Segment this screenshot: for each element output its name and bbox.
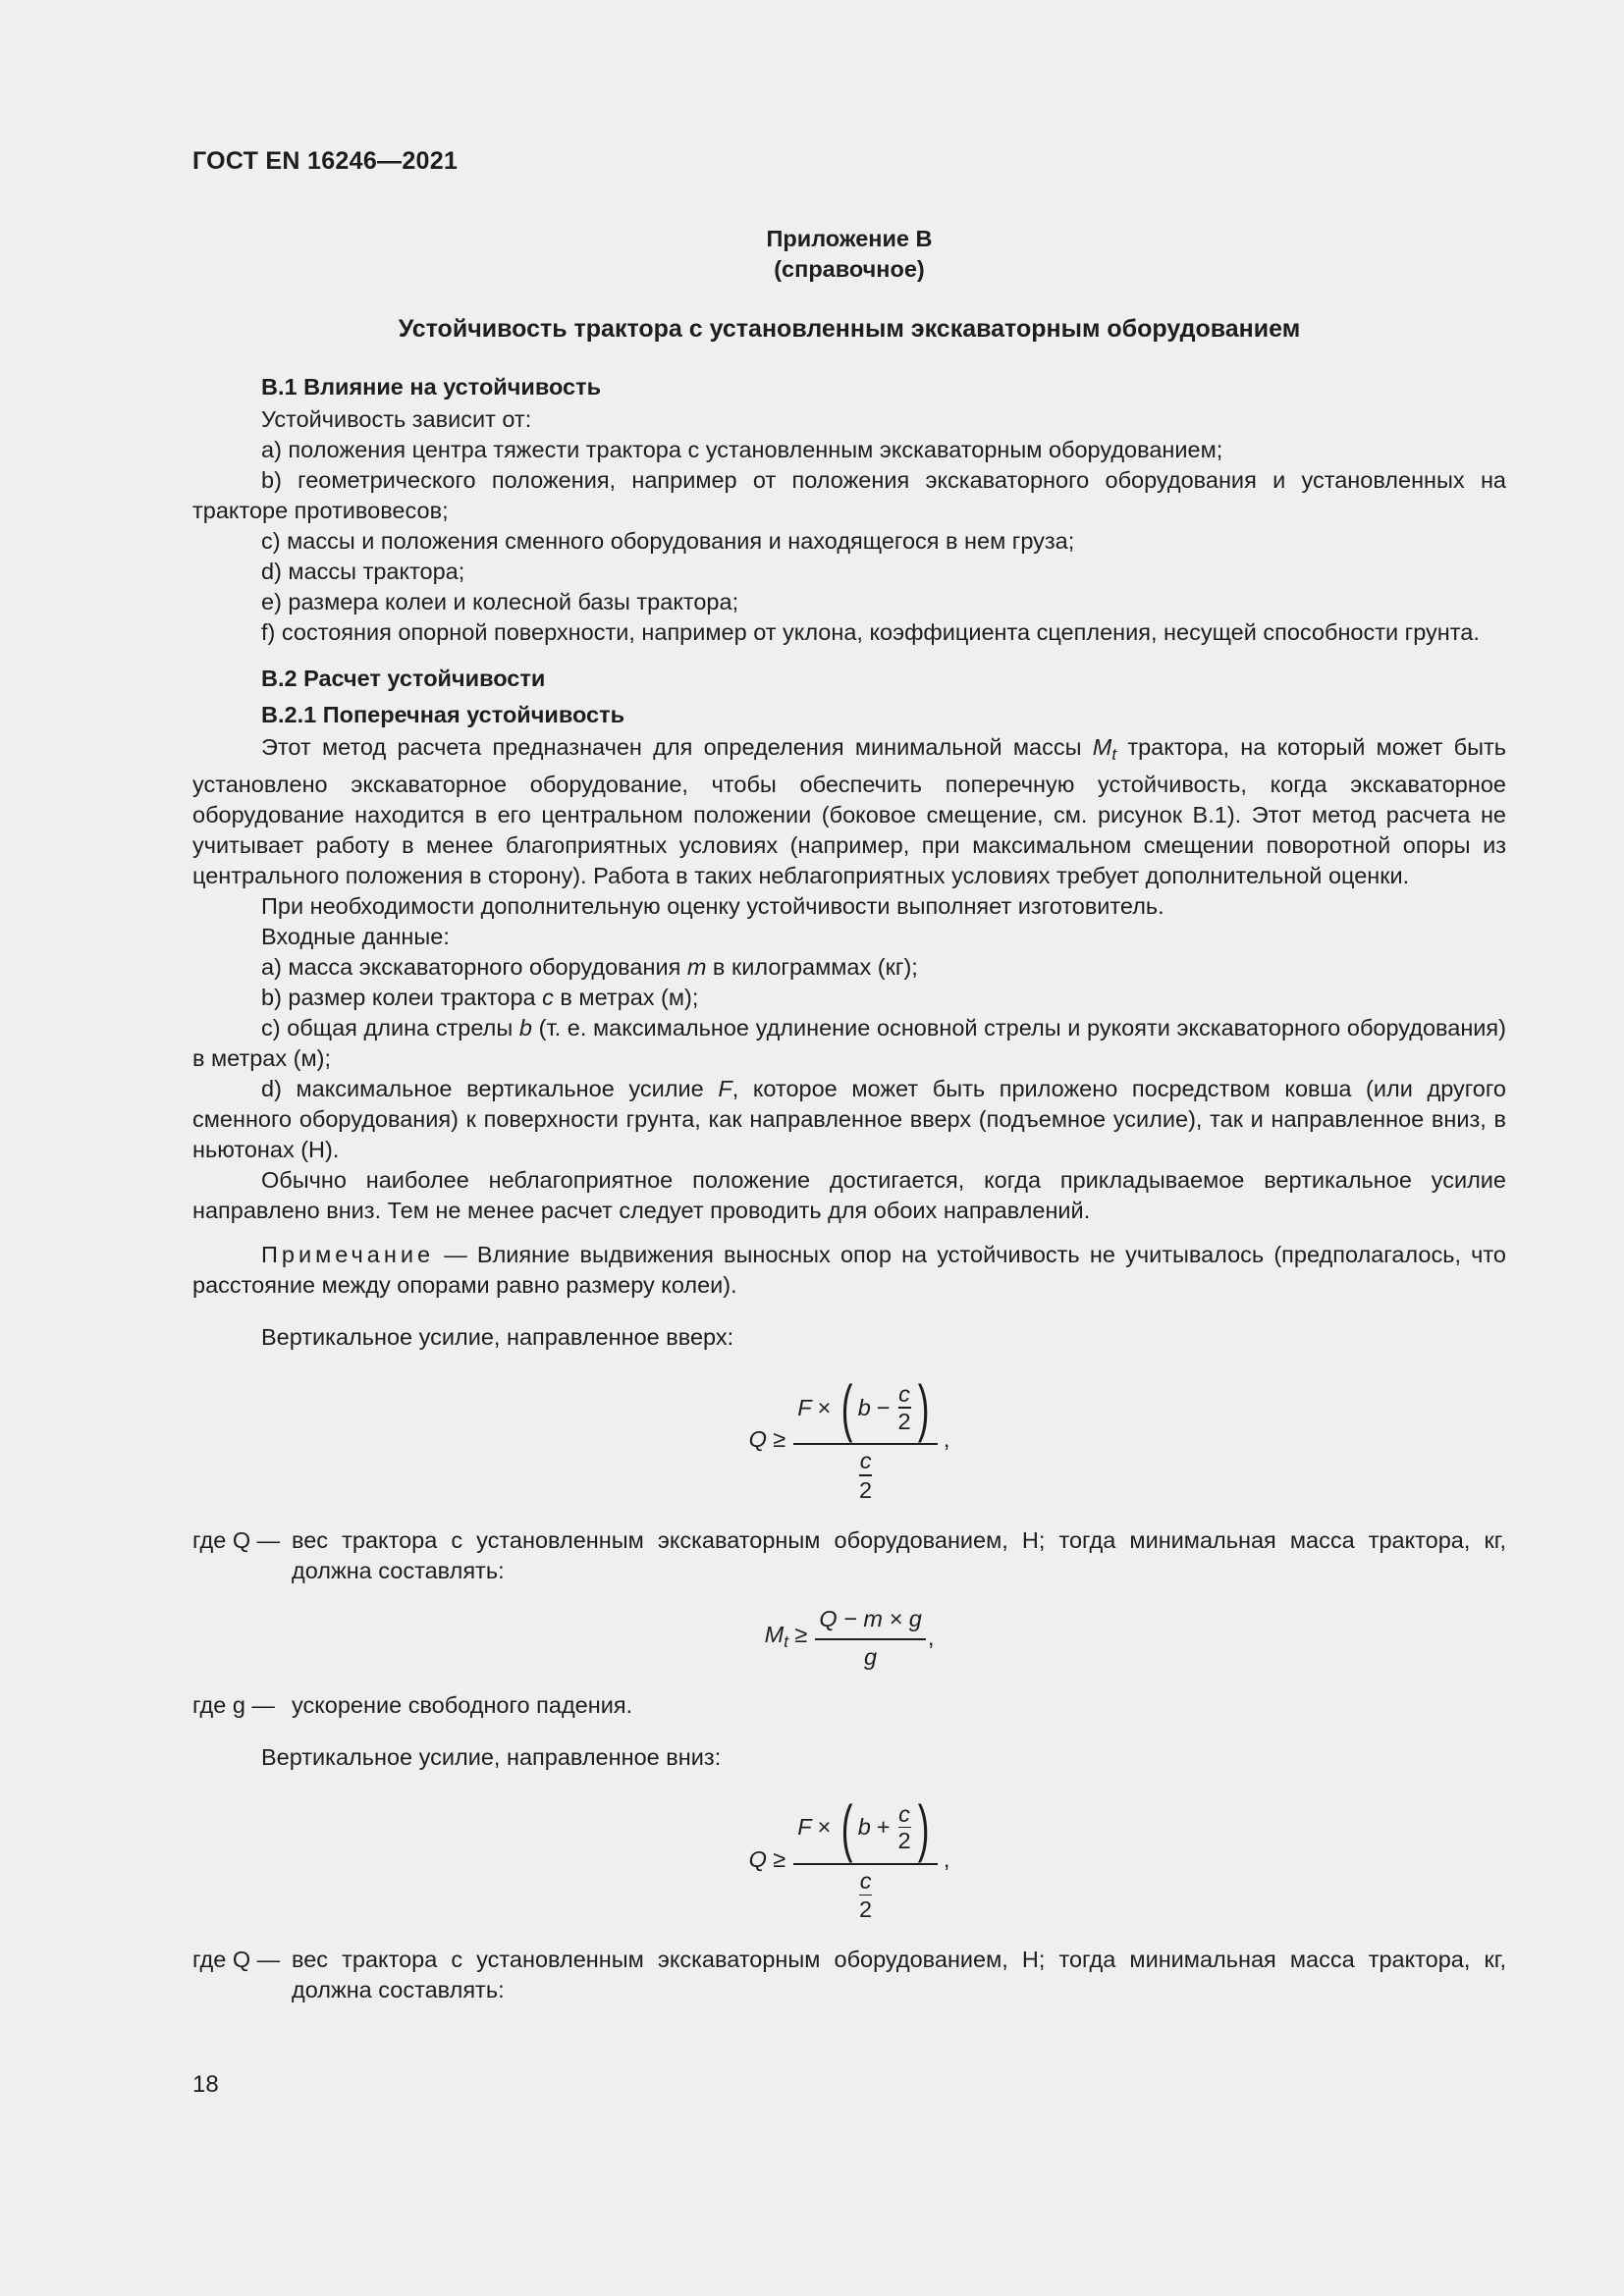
appendix-subtitle: (справочное) <box>774 256 925 282</box>
b1-item-b: b) геометрического положения, например от положения экскаваторного оборудования и установленных на тракторе противовесов; <box>192 467 1506 523</box>
note-label: Примечание <box>261 1242 435 1268</box>
appendix-title: Приложение В <box>766 226 933 251</box>
b21-input-a: a) масса экскаваторного оборудования m в килограммах (кг); <box>261 954 918 981</box>
downward-force-label: Вертикальное усилие, направленное вниз: <box>261 1743 722 1770</box>
b1-item-a: a) положения центра тяжести трактора с установленным экскаваторным оборудованием; <box>261 437 1223 462</box>
b1-item-c: c) массы и положения сменного оборудования и находящегося в нем груза; <box>261 528 1075 554</box>
where-g: где g — ускорение свободного падения. <box>192 1691 633 1718</box>
note <box>192 1240 1506 1301</box>
appendix-main-title: Устойчивость трактора с установленным экскаваторным оборудованием <box>398 315 1301 343</box>
b1-item-d: d) массы трактора; <box>261 559 465 584</box>
page-number: 18 <box>192 2071 219 2098</box>
where-q-1: где Q — вес трактора с установленным экскаваторным оборудованием, Н; тогда минимальная масса трактора, кг, должна составлять: <box>192 1526 1506 1583</box>
note-text: — Влияние выдвижения выносных опор на устойчивость не учитывалось (предполагалось, что расстояние между опорами равно размеру колеи). <box>192 1242 1506 1299</box>
formula-downward: Q ≥ F × ( b + c 2 ) c 2 , <box>748 1791 950 1923</box>
formula-upward: Q ≥ F × ( b − c 2 ) c 2 , <box>748 1372 950 1503</box>
b21-input-intro: Входные данные: <box>261 924 450 950</box>
b21-paragraph-1: Этот метод расчета предназначен для определения минимальной массы $M_t$ трактора, на который может быть установлено экскаваторное оборудование, чтобы обеспечить поперечную устойчивость, когда экскаваторное оборудование находится в его центральном положении (боковое смещение, см. рисунок В.1). Этот метод расчета не учитывает работу в менее благоприятных условиях (например, при максимальном смещении поворотной опоры из центрального положения в сторону). Работа в таких неблагоприятных условиях требует дополнительной оценки. <box>192 734 1506 889</box>
section-b2-heading: В.2 Расчет устойчивости <box>261 666 546 691</box>
b1-item-e: e) размера колеи и колесной базы трактора; <box>261 589 739 614</box>
b1-item-f: f) состояния опорной поверхности, например от уклона, коэффициента сцепления, несущей способности грунта. <box>261 619 1480 645</box>
b21-input-c: c) общая длина стрелы b (т. е. максимальное удлинение основной стрелы и рукояти экскаваторного оборудования) в метрах (м); <box>192 1015 1506 1072</box>
b21-input-d: d) максимальное вертикальное усилие F, которое может быть приложено посредством ковша (или другого сменного оборудования) к поверхности грунта, как направленное вверх (подъемное усилие), так и направленное вниз, в ньютонах (Н). <box>192 1076 1506 1163</box>
section-b21-heading: В.2.1 Поперечная устойчивость <box>261 702 625 727</box>
b1-intro: Устойчивость зависит от: <box>261 406 532 432</box>
formula-mass: $M_t$ ≥ $\frac{Q - m \times g}{g}$ , <box>764 1605 935 1670</box>
section-b1-heading: В.1 Влияние на устойчивость <box>261 374 602 400</box>
where-q-2: где Q — вес трактора с установленным экскаваторным оборудованием, Н; тогда минимальная масса трактора, кг, должна составлять: <box>192 1947 1506 2003</box>
b21-paragraph-2: При необходимости дополнительную оценку устойчивости выполняет изготовитель. <box>261 893 1164 920</box>
b21-input-b: b) размер колеи трактора c в метрах (м); <box>261 985 699 1011</box>
page-content <box>192 224 1506 2005</box>
doc-header: ГОСТ EN 16246—2021 <box>192 147 459 175</box>
upward-force-label: Вертикальное усилие, направленное вверх: <box>261 1324 734 1351</box>
b21-paragraph-4: Обычно наиболее неблагоприятное положение достигается, когда прикладываемое вертикальное усилие направлено вниз. Тем не менее расчет следует проводить для обоих направлений. <box>192 1167 1506 1224</box>
